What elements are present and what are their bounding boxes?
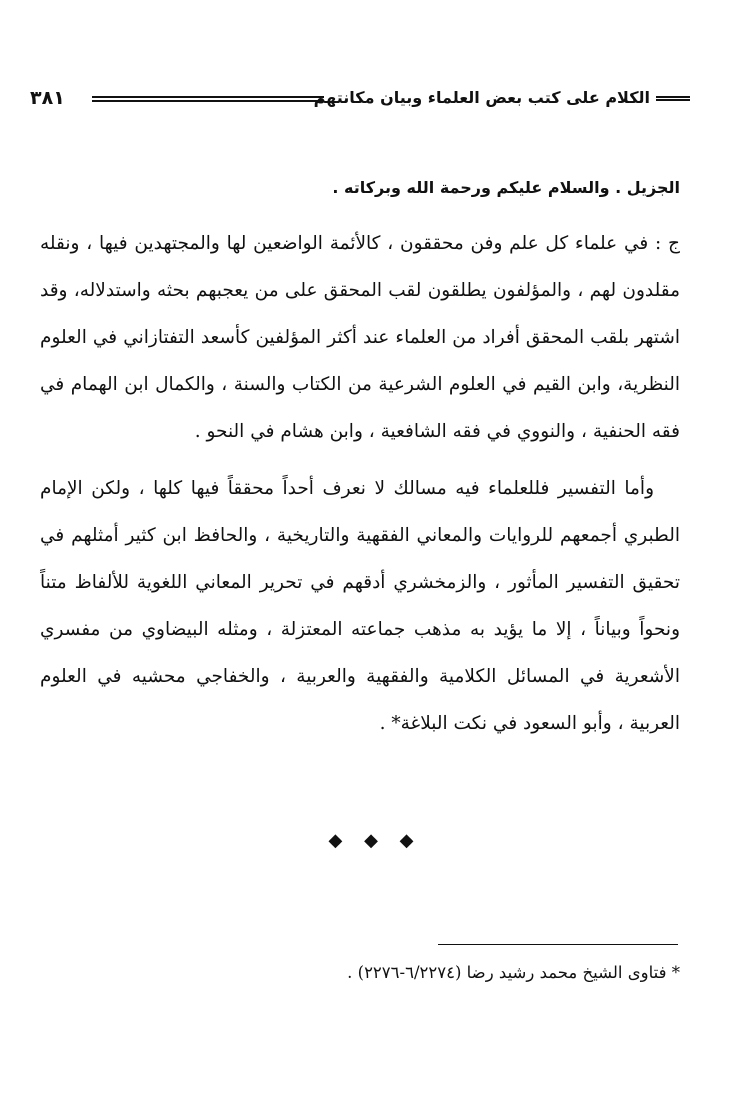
header-title: الكلام على كتب بعض العلماء وبيان مكانتهم [313,88,650,107]
footnote-rule [438,944,678,945]
header-rule-long [92,96,324,102]
paragraph-answer: ج : في علماء كل علم وفن محققون ، كالأئمة الواضعين لها والمجتهدين فيها ، ونقله مقلدون لهم ، والمؤلفون يطلقون لقب المحقق على من يعجبهم بحثه واستدلاله، وقد اشتهر بلقب المحقق أفراد من العلماء عند أكثر المؤلفين كأسعد التفتازاني في العلوم النظرية، وابن القيم في العلوم الشرعية من الكتاب والسنة ، والكمال ابن الهمام في فقه الحنفية ، والنووي في فقه الشافعية ، وابن هشام في النحو . [40,233,680,442]
header-rule-short [656,96,690,101]
page-number: ٣٨١ [30,87,65,109]
paragraph-closing-line: الجزيل . والسلام عليكم ورحمة الله وبركاته . [332,178,680,197]
footnote: * فتاوى الشيخ محمد رشيد رضا (٦/٢٢٧٤-٢٢٧٦) . [347,963,680,982]
paragraph-tafsir: وأما التفسير فللعلماء فيه مسالك لا نعرف أحداً محققاً فيها كلها ، ولكن الإمام الطبري أجمعهم للروايات والمعاني الفقهية والتاريخية ، والحافظ ابن كثير أمثلهم في تحقيق التفسير المأثور ، والزمخشري أدقهم في تحرير المعاني اللغوية للألفاظ متناً ونحواً وبياناً ، إلا ما يؤيد به مذهب جماعته المعتزلة ، ومثله البيضاوي من مفسري الأشعرية في المسائل الكلامية والفقهية والعربية ، والخفاجي محشيه في العلوم العربية ، وأبو السعود في نكت البلاغة* . [40,478,680,734]
section-ornament: ◆ ◆ ◆ [328,830,422,851]
body-text [40,168,680,747]
running-header [30,84,690,114]
